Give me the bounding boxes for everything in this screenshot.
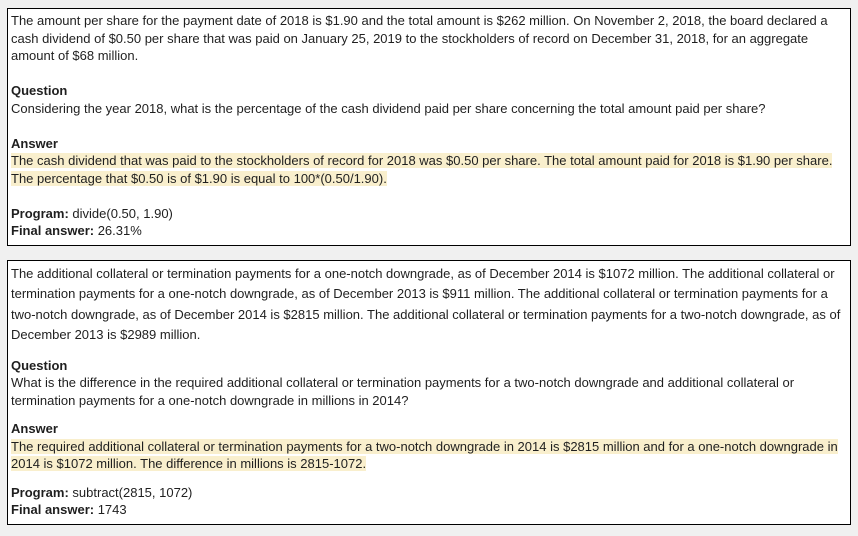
final-answer-line <box>11 501 846 519</box>
question-label: Question <box>11 83 68 98</box>
final-answer-value: 26.31% <box>97 223 142 238</box>
final-answer-line <box>11 222 846 240</box>
blank-line <box>11 409 846 420</box>
answer-label: Answer <box>11 135 58 151</box>
answer-highlight: The cash dividend that was paid to the stockholders of record for 2018 was $0.50 per share. The total amount paid for 2018 is $1.90 per share. The percentage that $0.50 is of $1.90 is equal to 100*(0.50/1.90). <box>11 153 833 186</box>
qa-card-1 <box>7 8 851 246</box>
program-label: Program: <box>11 205 69 221</box>
question-label: Question <box>11 357 68 373</box>
blank-line <box>11 117 846 135</box>
qa-card-2 <box>7 260 851 525</box>
program-line <box>11 484 846 502</box>
final-answer-value: 1743 <box>97 502 127 517</box>
answer-label: Answer <box>11 421 58 436</box>
program-value: divide(0.50, 1.90) <box>72 205 173 221</box>
final-answer-label: Final answer: <box>11 502 95 517</box>
program-value: subtract(2815, 1072) <box>72 484 193 500</box>
blank-line <box>11 187 846 205</box>
context-paragraph: The amount per share for the payment date of 2018 is $1.90 and the total amount is $262 million. On November 2, 2018, the board declared a cash dividend of $0.50 per share that was paid on January 25, 2019 to the stockholders of record on December 31, 2018, for an aggregate amount of $68 million. <box>11 13 828 63</box>
program-label: Program: <box>11 484 69 500</box>
final-answer-label: Final answer: <box>11 223 95 238</box>
blank-line <box>11 473 846 484</box>
question-text: What is the difference in the required additional collateral or termination payments for a two-notch downgrade and additional collateral or termination payments for a one-notch downgrade in millions in 2014? <box>11 375 795 408</box>
answer-text <box>11 438 846 473</box>
blank-line <box>11 65 846 83</box>
question-text: Considering the year 2018, what is the percentage of the cash dividend paid per share concerning the total amount paid per share? <box>11 100 766 116</box>
blank-line <box>11 346 846 357</box>
program-line <box>11 205 846 223</box>
context-paragraph: The additional collateral or termination payments for a one-notch downgrade, as of December 2014 is $1072 million. The additional collateral or termination payments for a one-notch downgrade, as of December 2013 is $911 million. The additional collateral or termination payments for a two-notch downgrade, as of December 2014 is $2815 million. The additional collateral or termination payments for a two-notch downgrade, as of December 2013 is $2989 million. <box>11 265 841 342</box>
answer-text <box>11 152 846 187</box>
answer-highlight: The required additional collateral or termination payments for a two-notch downgrade in 2014 is $2815 million and for a one-notch downgrade in 2014 is $1072 million. The difference in millions is 2815-1072. <box>11 438 838 471</box>
